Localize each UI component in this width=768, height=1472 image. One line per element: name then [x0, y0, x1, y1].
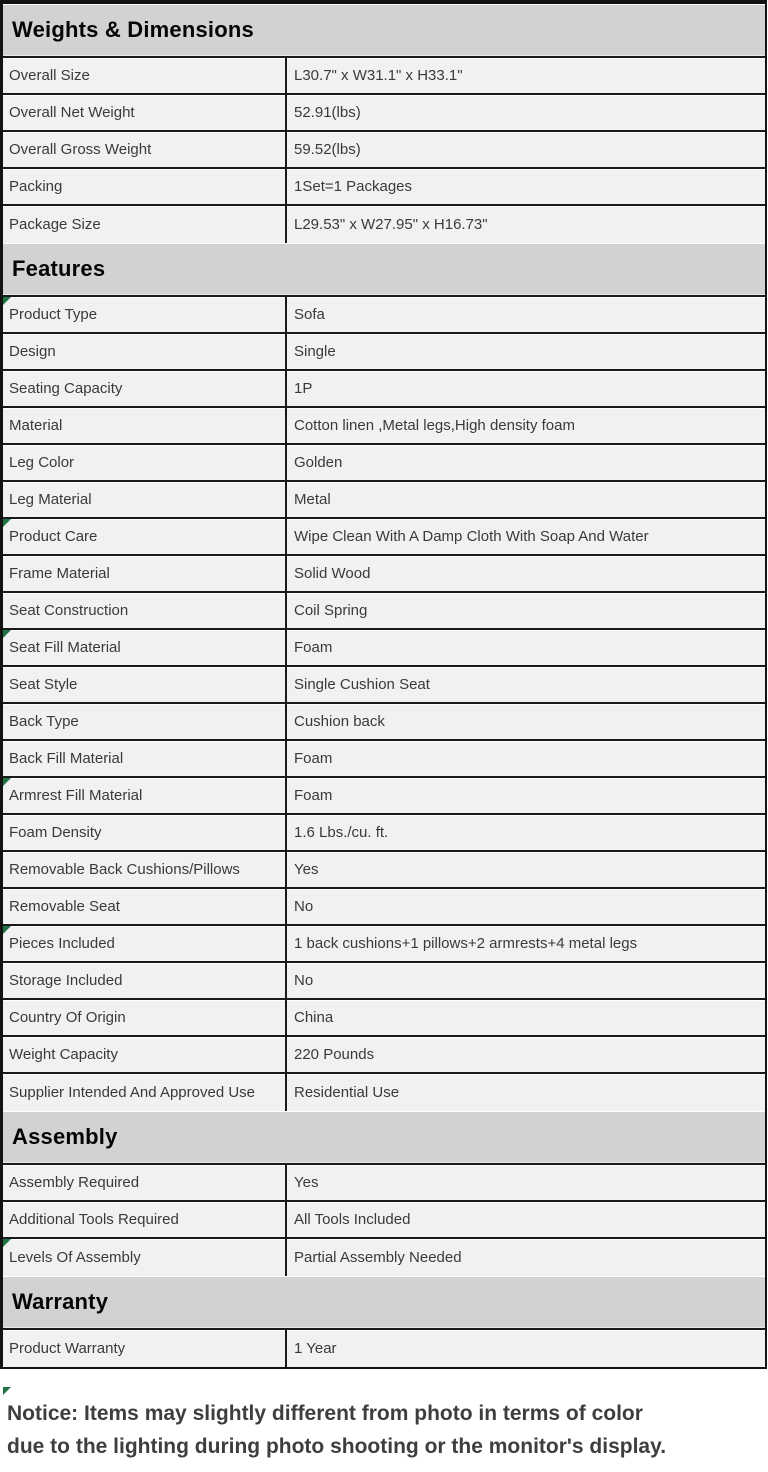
table-row [3, 630, 765, 667]
spec-value: Yes [294, 861, 319, 878]
spec-value: Solid Wood [294, 565, 371, 582]
spec-value: Sofa [294, 306, 325, 323]
spec-label [3, 297, 287, 332]
spec-label-text: Seat Fill Material [9, 639, 121, 656]
spec-label: Back Fill Material [3, 741, 287, 776]
spec-label: Supplier Intended And Approved Use [3, 1074, 287, 1111]
spec-value: Foam [294, 639, 333, 656]
spec-label: Leg Material [3, 482, 287, 517]
table-row [3, 778, 765, 815]
table-row [3, 334, 765, 371]
cell-comment-marker-icon [3, 297, 11, 305]
spec-value: 1.6 Lbs./cu. ft. [294, 824, 389, 841]
spec-label: Package Size [3, 206, 287, 243]
section-weights-dimensions [3, 4, 765, 243]
spec-value: Metal [294, 491, 331, 508]
spec-label-text: Product Care [9, 528, 98, 545]
table-row [3, 132, 765, 169]
spec-value: Wipe Clean With A Damp Cloth With Soap And Water [294, 528, 649, 545]
table-row [3, 95, 765, 132]
table-row [3, 445, 765, 482]
table-row [3, 963, 765, 1000]
spec-label: Material [3, 408, 287, 443]
table-row [3, 1074, 765, 1111]
section-assembly [3, 1111, 765, 1276]
cell-comment-marker-icon [3, 630, 11, 638]
table-row [3, 1330, 765, 1367]
notice-text [7, 1391, 752, 1463]
spec-label: Removable Seat [3, 889, 287, 924]
spec-label: Seating Capacity [3, 371, 287, 406]
spec-label: Seat Style [3, 667, 287, 702]
table-row [3, 741, 765, 778]
table-row [3, 667, 765, 704]
spec-value: Coil Spring [294, 602, 368, 619]
spec-label: Design [3, 334, 287, 369]
spec-value: L30.7" x W31.1" x H33.1" [294, 67, 463, 84]
spec-label: Weight Capacity [3, 1037, 287, 1072]
cell-comment-marker-icon [3, 778, 11, 786]
spec-value: L29.53" x W27.95" x H16.73" [294, 216, 488, 233]
table-row [3, 482, 765, 519]
spec-label: Back Type [3, 704, 287, 739]
spec-value: 220 Pounds [294, 1046, 375, 1063]
spec-label [3, 926, 287, 961]
section-warranty [3, 1276, 765, 1367]
spec-label: Foam Density [3, 815, 287, 850]
spec-value: Foam [294, 787, 333, 804]
spec-value: Foam [294, 750, 333, 767]
table-row [3, 1202, 765, 1239]
spec-value: 1Set=1 Packages [294, 178, 413, 195]
table-row [3, 1165, 765, 1202]
notice-line-1: Notice: Items may slightly different from photo in terms of color [7, 1402, 643, 1425]
spec-value: China [294, 1009, 334, 1026]
table-row [3, 297, 765, 334]
spec-label: Storage Included [3, 963, 287, 998]
section-features [3, 243, 765, 1111]
spec-label: Frame Material [3, 556, 287, 591]
spec-label [3, 630, 287, 665]
spec-label: Assembly Required [3, 1165, 287, 1200]
table-row [3, 371, 765, 408]
table-row [3, 1000, 765, 1037]
spec-label: Removable Back Cushions/Pillows [3, 852, 287, 887]
spec-label: Overall Net Weight [3, 95, 287, 130]
table-row [3, 852, 765, 889]
table-row [3, 815, 765, 852]
spec-value: Cushion back [294, 713, 385, 730]
spec-value: 1P [294, 380, 313, 397]
table-row [3, 704, 765, 741]
spec-label: Overall Gross Weight [3, 132, 287, 167]
spec-value: 59.52(lbs) [294, 141, 361, 158]
spec-label: Packing [3, 169, 287, 204]
table-row [3, 169, 765, 206]
section-title: Features [3, 243, 765, 297]
spec-label-text: Levels Of Assembly [9, 1249, 141, 1266]
spec-label: Overall Size [3, 58, 287, 93]
spec-value: No [294, 898, 314, 915]
table-row [3, 1239, 765, 1276]
spec-label: Seat Construction [3, 593, 287, 628]
section-title: Weights & Dimensions [3, 4, 765, 58]
spec-label-text: Pieces Included [9, 935, 115, 952]
spec-value: Single [294, 343, 336, 360]
spec-value: Partial Assembly Needed [294, 1249, 462, 1266]
cell-comment-marker-icon [3, 1239, 11, 1247]
table-row [3, 206, 765, 243]
spec-label [3, 519, 287, 554]
spec-value: All Tools Included [294, 1211, 411, 1228]
table-row [3, 556, 765, 593]
cell-comment-marker-icon [3, 519, 11, 527]
spec-label [3, 778, 287, 813]
spec-value: Residential Use [294, 1084, 400, 1101]
spec-value: No [294, 972, 314, 989]
table-row [3, 593, 765, 630]
table-row [3, 1037, 765, 1074]
spec-label-text: Armrest Fill Material [9, 787, 143, 804]
spec-label: Country Of Origin [3, 1000, 287, 1035]
spec-label-text: Product Type [9, 306, 98, 323]
spec-value: 52.91(lbs) [294, 104, 361, 121]
table-row [3, 889, 765, 926]
spec-value: Cotton linen ,Metal legs,High density foam [294, 417, 575, 434]
spec-label: Leg Color [3, 445, 287, 480]
spec-value: Single Cushion Seat [294, 676, 430, 693]
cell-comment-marker-icon [3, 926, 11, 934]
spec-value: 1 back cushions+1 pillows+2 armrests+4 metal legs [294, 935, 638, 952]
table-row [3, 58, 765, 95]
spec-label [3, 1239, 287, 1276]
spec-label: Additional Tools Required [3, 1202, 287, 1237]
spec-value: Golden [294, 454, 343, 471]
spec-value: 1 Year [294, 1340, 337, 1357]
table-row [3, 408, 765, 445]
notice-line-2: due to the lighting during photo shooting or the monitor's display. [7, 1435, 667, 1458]
spec-value: Yes [294, 1174, 319, 1191]
section-title: Assembly [3, 1111, 765, 1165]
section-title: Warranty [3, 1276, 765, 1330]
cell-comment-marker-icon [3, 1387, 11, 1395]
spec-label: Product Warranty [3, 1330, 287, 1367]
table-row [3, 926, 765, 963]
table-row [3, 519, 765, 556]
